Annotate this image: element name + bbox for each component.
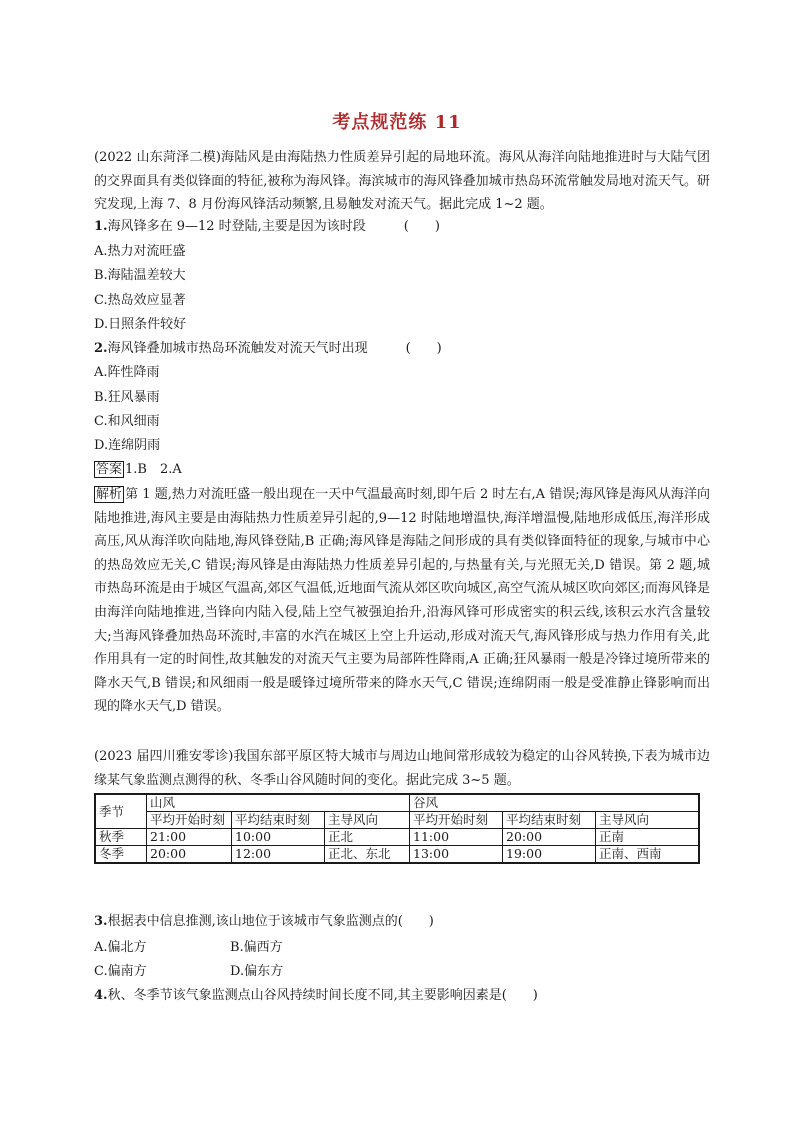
analysis-tag: 解析	[96, 487, 123, 502]
table-cell: 20:00	[147, 846, 232, 864]
table-header-valley-wind: 谷风	[410, 794, 700, 812]
q1-option-b: B.海陆温差较大	[94, 268, 186, 283]
q2-option-a: A.阵性降雨	[94, 365, 160, 380]
q3-option-d: D.偏东方	[230, 964, 284, 979]
question-4	[94, 987, 538, 1005]
page-title: 考点规范练 11	[332, 112, 462, 133]
table-subheader: 主导风向	[596, 812, 700, 829]
q1-option-c: C.热岛效应显著	[94, 293, 186, 308]
table-subheader: 平均开始时刻	[410, 812, 503, 829]
table-cell: 20:00	[503, 829, 596, 846]
passage-1: (2022 山东菏泽二模)海陆风是由海陆热力性质差异引起的局地环流。海风从海洋向陆地推进时与大陆气团的交界面具有类似锋面的特征,被称为海风锋。海滨城市的海风锋叠加城市热岛环流常触发局地对流天气。研究发现,上海 7、8 月份海风锋活动频繁,且易触发对流天气。据此完成 1~2 题。	[94, 150, 710, 213]
question-4-number: 4.	[94, 988, 108, 1003]
question-3	[94, 913, 434, 931]
question-2	[94, 340, 442, 358]
q1-option-a: A.热力对流旺盛	[94, 244, 186, 259]
answer-tag: 答案	[96, 462, 123, 477]
analysis-block	[94, 483, 710, 719]
question-1-number: 1.	[94, 219, 108, 234]
q3-options-row-2	[94, 963, 283, 981]
wind-table	[94, 793, 700, 864]
table-row	[95, 846, 699, 864]
question-2-number: 2.	[94, 341, 108, 356]
table-cell: 13:00	[410, 846, 503, 864]
q2-option-c: C.和风细雨	[94, 414, 160, 429]
table-subheader: 平均开始时刻	[147, 812, 232, 829]
table-cell: 正南	[596, 829, 700, 846]
question-3-number: 3.	[94, 914, 108, 929]
q3-option-c: C.偏南方	[94, 964, 147, 979]
passage-2: (2023 届四川雅安零诊)我国东部平原区特大城市与周边山地间常形成较为稳定的山谷风转换,下表为城市边缘某气象监测点测得的秋、冬季山谷风随时间的变化。据此完成 3~5 题。	[94, 749, 710, 788]
answer-text: 1.B 2.A	[125, 462, 182, 477]
table-cell: 正南、西南	[596, 846, 700, 864]
table-subheader: 主导风向	[325, 812, 410, 829]
question-4-text: 秋、冬季节该气象监测点山谷风持续时间长度不同,其主要影响因素是( )	[107, 988, 538, 1003]
q3-options-row-1	[94, 939, 283, 957]
question-1	[94, 218, 440, 236]
table-row	[95, 829, 699, 846]
analysis-text: 第 1 题,热力对流旺盛一般出现在一天中气温最高时刻,即午后 2 时左右,A 错误;海风锋是海风从海洋向陆地推进,海风主要是由海陆热力性质差异引起的,9—12 时陆地增温快,海洋增温慢,陆地形成低压,海洋形成高压,风从海洋吹向陆地,海风锋登陆,B 正确;海风锋是海陆之间形成的具有类似锋面特征的现象,与城市中心的热岛效应无关,C 错误;海风锋是由海陆热力性质差异引起的,与热量有关,与光照无关,D 错误。第 2 题,城市热岛环流是由于城区气温高,郊区气温低,近地面气流从郊区吹向城区,高空气流从城区吹向郊区;而海风锋是由海洋向陆地推进,当锋向内陆入侵,陆上空气被强迫抬升,沿海风锋可形成密实的积云线,该积云水汽含量较大;当海风锋叠加热岛环流时,丰富的水汽在城区上空上升运动,形成对流天气,海风锋形成与热力作用有关,此作用具有一定的时间性,故其触发的对流天气主要为局部阵性降雨,A 正确;狂风暴雨一般是冷锋过境所带来的降水天气,B 错误;和风细雨一般是暖锋过境所带来的降水天气,C 错误;连绵阴雨一般是受准静止锋影响而出现的降水天气,D 错误。	[94, 487, 710, 715]
q1-option-d: D.日照条件较好	[94, 317, 187, 332]
q2-option-b: B.狂风暴雨	[94, 390, 160, 405]
table-cell-season: 秋季	[95, 829, 147, 846]
table-subheader: 平均结束时刻	[503, 812, 596, 829]
question-1-blank: ( )	[403, 219, 440, 234]
question-2-text: 海风锋叠加城市热岛环流触发对流天气时出现	[107, 341, 368, 356]
table-subheader: 平均结束时刻	[232, 812, 325, 829]
table-cell: 10:00	[232, 829, 325, 846]
table-header-season: 季节	[95, 794, 147, 829]
table-cell: 11:00	[410, 829, 503, 846]
table-header-mountain-wind: 山风	[147, 794, 410, 812]
question-1-text: 海风锋多在 9—12 时登陆,主要是因为该时段	[107, 219, 366, 234]
table-cell: 19:00	[503, 846, 596, 864]
question-2-blank: ( )	[405, 341, 442, 356]
table-cell: 12:00	[232, 846, 325, 864]
table-cell: 正北	[325, 829, 410, 846]
question-3-text: 根据表中信息推测,该山地位于该城市气象监测点的( )	[107, 914, 434, 929]
answer-line	[94, 461, 182, 479]
q2-option-d: D.连绵阴雨	[94, 438, 161, 453]
table-cell: 21:00	[147, 829, 232, 846]
q3-option-a: A.偏北方	[94, 940, 147, 955]
table-cell-season: 冬季	[95, 846, 147, 864]
table-cell: 正北、东北	[325, 846, 410, 864]
q3-option-b: B.偏西方	[230, 940, 283, 955]
